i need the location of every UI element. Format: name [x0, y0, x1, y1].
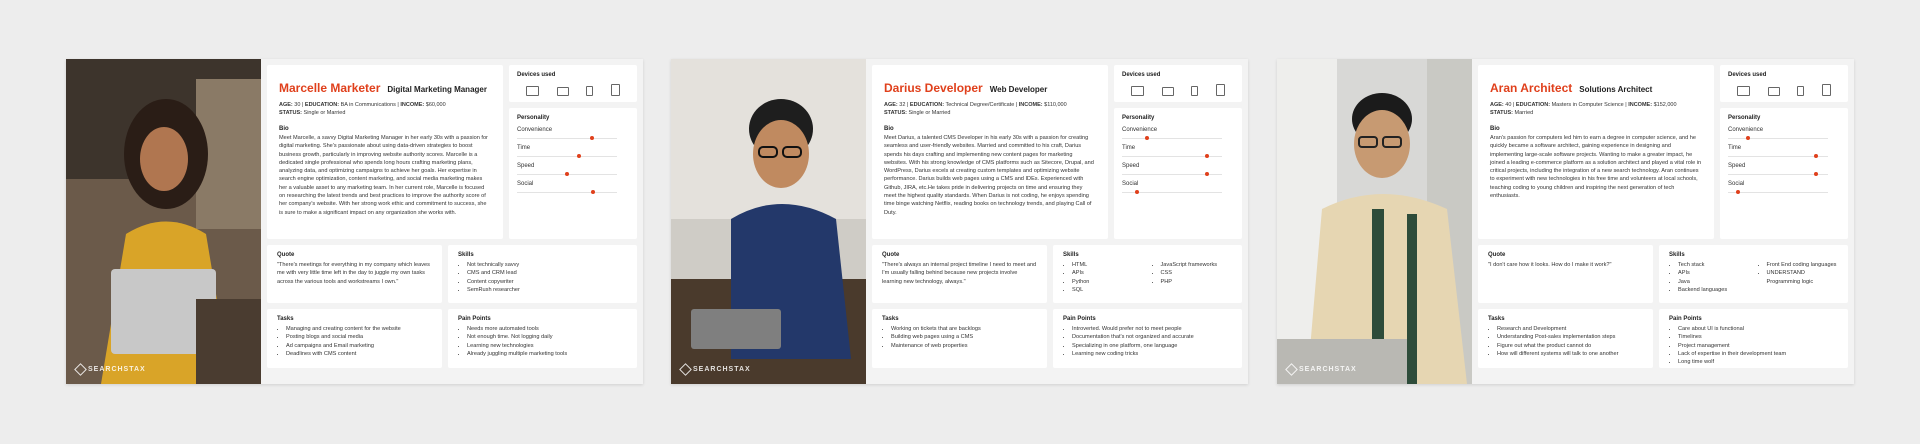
quote-text: "There's meetings for everything in my company which leaves me with very little time left in the day to juggle my own tasks across the various tools and workstreams I own." — [277, 262, 430, 285]
status-value: Single or Married — [908, 110, 951, 116]
trait-label: Speed — [1728, 163, 1746, 169]
skills-list — [1669, 261, 1750, 294]
trait-speed — [1728, 163, 1840, 175]
persona-photo — [671, 59, 866, 384]
logo-mark-icon — [1285, 363, 1298, 376]
tasks-card — [267, 309, 442, 368]
skill-item: • CMS and CRM lead — [467, 269, 627, 277]
trait-slider-track — [1728, 174, 1828, 175]
desktop-icon — [1737, 86, 1750, 96]
skill-item: • Java — [1678, 278, 1750, 286]
devices-title: Devices used — [517, 72, 556, 78]
trait-label: Social — [517, 181, 534, 187]
trait-slider-track — [1122, 138, 1222, 139]
persona-role: Web Developer — [989, 85, 1048, 94]
devices-card — [1114, 65, 1242, 102]
phone-icon — [586, 86, 593, 96]
income-value: $110,000 — [1044, 102, 1067, 108]
bio-title: Bio — [1490, 126, 1500, 132]
trait-slider-dot — [1814, 154, 1818, 158]
pain-point-item: • Lack of expertise in their development team — [1678, 350, 1838, 358]
skill-item: • Content copywriter — [467, 278, 627, 286]
tasks-card — [1478, 309, 1653, 368]
profile-card — [267, 65, 503, 239]
persona-card — [66, 59, 643, 384]
quote-card — [872, 245, 1047, 303]
task-item: • Posting blogs and social media — [286, 333, 432, 341]
bio-text: Meet Darius, a talented CMS Developer in his early 30s with a passion for creating seamless and user-friendly websites. Married and committed to his craft, Darius spends his days crafting and implementing new content pages for marketing websites. With his strong knowledge of CMS platforms such as Sitecore, Drupal, and WordPress, Darius excels at creating custom templates and optimizing website performance. Darius builds web pages using a CMS and IDEs. Experienced with Github, JIRA, etc.He takes pride in delivering projects on time and ensuring they meet the highest quality standards. When Darius is not coding, he enjoys spending time binge watching Netflix, reading books on technology trends, and playing Call of Duty. — [884, 135, 1094, 216]
skill-item: • APIs — [1072, 269, 1144, 277]
trait-label: Time — [1728, 145, 1742, 151]
trait-label: Convenience — [517, 127, 553, 133]
quote-title: Quote — [277, 252, 295, 258]
trait-slider-dot — [1736, 190, 1740, 194]
desktop-icon — [526, 86, 539, 96]
personality-title: Personality — [1122, 115, 1155, 121]
trait-label: Time — [1122, 145, 1136, 151]
logo-mark-icon — [679, 363, 692, 376]
phone-icon — [1191, 86, 1198, 96]
task-item: • Research and Development — [1497, 325, 1643, 333]
trait-slider-track — [517, 174, 617, 175]
bio-text: Aran's passion for computers led him to earn a degree in computer science, and he quickly became a software architect, gaining experience in designing and implementing large-scale software projects. Wanting to make a greater impact, he joined a leading e-commerce platform as a solution architect and played a vital role in critical projects, including the integration of a new search technology. Aran continues to experiment with new technologies in his free time and volunteers at local schools, teaching coding to young children and inspiring the next generation of tech enthusiasts. — [1490, 135, 1702, 200]
trait-slider-track — [1122, 192, 1222, 193]
tasks-card — [872, 309, 1047, 368]
skill-item: • SemRush researcher — [467, 286, 627, 294]
tasks-list — [277, 325, 432, 358]
quote-text: "There's always an internal project timeline I need to meet and I'm usually falling behind because new projects involve learning new technology, always." — [882, 262, 1037, 285]
pain-points-title: Pain Points — [1669, 316, 1702, 322]
quote-title: Quote — [882, 252, 900, 258]
skill-item: • JavaScript frameworks — [1161, 261, 1233, 269]
pain-point-item: • Specializing in one platform, one language — [1072, 342, 1232, 350]
trait-slider-track — [1728, 192, 1828, 193]
pain-point-item: • Introverted. Would prefer not to meet people — [1072, 325, 1232, 333]
pain-points-list — [1063, 325, 1232, 358]
pain-points-card — [1053, 309, 1242, 368]
pain-point-item: • Not enough time. Not logging daily — [467, 333, 627, 341]
status-value: Single or Married — [303, 110, 346, 116]
persona-photo — [1277, 59, 1472, 384]
trait-label: Social — [1728, 181, 1745, 187]
status-label: STATUS: — [1490, 110, 1514, 116]
trait-social — [1122, 181, 1234, 193]
logo-text: SEARCHSTAX — [88, 366, 146, 373]
task-item: • Figure out what the product cannot do — [1497, 342, 1643, 350]
trait-social — [517, 181, 629, 193]
trait-slider-track — [1728, 138, 1828, 139]
meta-line-1: AGE: 40 | EDUCATION: Masters in Computer Science | INCOME: $152,000 — [1490, 102, 1677, 108]
skill-item: • HTML — [1072, 261, 1144, 269]
skills-title: Skills — [1669, 252, 1685, 258]
income-label: INCOME: — [1628, 102, 1653, 108]
skills-card — [448, 245, 637, 303]
company-logo — [76, 365, 146, 374]
meta-line-1: AGE: 32 | EDUCATION: Technical Degree/Certificate | INCOME: $110,000 — [884, 102, 1067, 108]
bio-title: Bio — [884, 126, 894, 132]
trait-time — [1122, 145, 1234, 157]
skills-title: Skills — [458, 252, 474, 258]
trait-slider-dot — [1145, 136, 1149, 140]
income-label: INCOME: — [1018, 102, 1043, 108]
devices-title: Devices used — [1122, 72, 1161, 78]
pain-point-item: • Documentation that's not organized and accurate — [1072, 333, 1232, 341]
tasks-title: Tasks — [1488, 316, 1505, 322]
age-value: 40 — [1505, 102, 1512, 108]
skill-item: • APIs — [1678, 269, 1750, 277]
trait-label: Speed — [1122, 163, 1140, 169]
profile-card — [872, 65, 1108, 239]
skills-columns — [1063, 258, 1232, 294]
skills-columns — [458, 258, 627, 294]
skills-columns — [1669, 258, 1838, 294]
task-item: • Understanding Post-sales implementation steps — [1497, 333, 1643, 341]
persona-photo — [66, 59, 261, 384]
pain-points-title: Pain Points — [458, 316, 491, 322]
persona-meta — [884, 101, 1096, 117]
skill-item: • SQL — [1072, 286, 1144, 294]
status-label: STATUS: — [279, 110, 303, 116]
name-line — [884, 81, 1096, 95]
trait-label: Convenience — [1728, 127, 1764, 133]
meta-line-2 — [1490, 109, 1702, 117]
logo-mark-icon — [74, 363, 87, 376]
tasks-list — [1488, 325, 1643, 358]
bio-text: Meet Marcelle, a savvy Digital Marketing Manager in her early 30s with a passion for digital marketing. She's passionate about using data-driven strategies to boost business growth, particularly in improving website authority scores. Marcelle is a dedicated single professional who spends long hours crafting marketing plans, analyzing data, and optimizing campaigns to achieve her goals. Her expertise in search engine optimization, content marketing, and social media marketing makes her a valuable asset to any marketing team. In her current role, Marcelle is focused on researching the latest trends and best practices to improve the authority score of her company's website. With her strong work ethic and commitment to success, she is sure to make a significant impact on any organization she works with. — [279, 135, 488, 216]
trait-speed — [1122, 163, 1234, 175]
tasks-title: Tasks — [277, 316, 294, 322]
skills-list — [458, 261, 627, 294]
devices-title: Devices used — [1728, 72, 1767, 78]
pain-point-item: • Long time wolf — [1678, 358, 1838, 366]
skill-item: • CSS — [1161, 269, 1233, 277]
task-item: • Managing and creating content for the website — [286, 325, 432, 333]
trait-label: Convenience — [1122, 127, 1158, 133]
name-line — [279, 81, 491, 95]
personality-title: Personality — [1728, 115, 1761, 121]
tablet-icon — [611, 84, 620, 96]
pain-points-list — [1669, 325, 1838, 366]
pain-point-item: • Care about UI is functional — [1678, 325, 1838, 333]
persona-role: Solutions Architect — [1579, 85, 1653, 94]
tasks-list — [882, 325, 1037, 350]
age-label: AGE: — [884, 102, 898, 108]
personality-card — [509, 108, 637, 239]
logo-text: SEARCHSTAX — [1299, 366, 1357, 373]
pain-point-item: • Learning new technologies — [467, 342, 627, 350]
trait-slider-dot — [1746, 136, 1750, 140]
skills-list — [1063, 261, 1144, 294]
persona-meta — [279, 101, 491, 117]
pain-point-item: • Learning new coding tricks — [1072, 350, 1232, 358]
skill-item: • PHP — [1161, 278, 1233, 286]
skill-item: • UNDERSTAND Programming logic — [1767, 269, 1839, 286]
skills-card — [1053, 245, 1242, 303]
trait-slider-track — [517, 156, 617, 157]
task-item: • Maintenance of web properties — [891, 342, 1037, 350]
trait-slider-track — [1122, 156, 1222, 157]
trait-label: Social — [1122, 181, 1139, 187]
meta-line-1: AGE: 30 | EDUCATION: BA in Communications | INCOME: $60,000 — [279, 102, 446, 108]
trait-slider-track — [1728, 156, 1828, 157]
laptop-icon — [1162, 87, 1174, 96]
persona-name: Marcelle Marketer — [279, 81, 381, 95]
bio-title: Bio — [279, 126, 289, 132]
age-value: 32 — [899, 102, 906, 108]
quote-title: Quote — [1488, 252, 1506, 258]
education-value: Masters in Computer Science — [1551, 102, 1624, 108]
desktop-icon — [1131, 86, 1144, 96]
pain-point-item: • Project management — [1678, 342, 1838, 350]
trait-label: Speed — [517, 163, 535, 169]
trait-slider-dot — [577, 154, 581, 158]
skill-item: • Python — [1072, 278, 1144, 286]
trait-label: Time — [517, 145, 531, 151]
trait-time — [517, 145, 629, 157]
trait-slider-dot — [1205, 172, 1209, 176]
income-label: INCOME: — [400, 102, 425, 108]
education-value: BA in Communications — [340, 102, 396, 108]
persona-name: Aran Architect — [1490, 81, 1573, 95]
trait-slider-track — [517, 138, 617, 139]
tasks-title: Tasks — [882, 316, 899, 322]
meta-line-2 — [279, 109, 491, 117]
personality-card — [1720, 108, 1848, 239]
devices-card — [509, 65, 637, 102]
devices-row — [517, 84, 629, 96]
trait-convenience — [1728, 127, 1840, 139]
task-item: • Working on tickets that are backlogs — [891, 325, 1037, 333]
laptop-icon — [1768, 87, 1780, 96]
education-value: Technical Degree/Certificate — [945, 102, 1015, 108]
task-item: • Building web pages using a CMS — [891, 333, 1037, 341]
status-label: STATUS: — [884, 110, 908, 116]
pain-points-list — [458, 325, 627, 358]
age-label: AGE: — [279, 102, 293, 108]
task-item: • How will different systems will talk to one another — [1497, 350, 1643, 358]
education-label: EDUCATION: — [1515, 102, 1551, 108]
income-value: $152,000 — [1653, 102, 1677, 108]
status-value: Married — [1514, 110, 1534, 116]
meta-line-2 — [884, 109, 1096, 117]
skill-item: • Not technically savvy — [467, 261, 627, 269]
persona-role: Digital Marketing Manager — [387, 85, 487, 94]
age-label: AGE: — [1490, 102, 1504, 108]
skills-list — [1152, 261, 1233, 294]
personality-card — [1114, 108, 1242, 239]
trait-slider-track — [1122, 174, 1222, 175]
devices-row — [1728, 84, 1840, 96]
pain-point-item: • Needs more automated tools — [467, 325, 627, 333]
task-item: • Ad campaigns and Email marketing — [286, 342, 432, 350]
trait-convenience — [1122, 127, 1234, 139]
skill-item: • Backend languages — [1678, 286, 1750, 294]
persona-name: Darius Developer — [884, 81, 983, 95]
trait-time — [1728, 145, 1840, 157]
devices-row — [1122, 84, 1234, 96]
trait-slider-dot — [1814, 172, 1818, 176]
pain-points-card — [448, 309, 637, 368]
persona-card — [671, 59, 1248, 384]
pain-points-title: Pain Points — [1063, 316, 1096, 322]
profile-card — [1478, 65, 1714, 239]
laptop-icon — [557, 87, 569, 96]
trait-convenience — [517, 127, 629, 139]
skills-card — [1659, 245, 1848, 303]
trait-speed — [517, 163, 629, 175]
skills-list — [1758, 261, 1839, 294]
age-value: 30 — [294, 102, 301, 108]
education-label: EDUCATION: — [304, 102, 340, 108]
skills-title: Skills — [1063, 252, 1079, 258]
company-logo — [681, 365, 751, 374]
pain-point-item: • Timelines — [1678, 333, 1838, 341]
quote-card — [267, 245, 442, 303]
quote-card — [1478, 245, 1653, 303]
trait-slider-dot — [565, 172, 569, 176]
task-item: • Deadlines with CMS content — [286, 350, 432, 358]
trait-slider-dot — [1205, 154, 1209, 158]
name-line — [1490, 81, 1702, 95]
income-value: $60,000 — [425, 102, 446, 108]
company-logo — [1287, 365, 1357, 374]
trait-slider-dot — [591, 190, 595, 194]
tablet-icon — [1822, 84, 1831, 96]
education-label: EDUCATION: — [909, 102, 945, 108]
trait-social — [1728, 181, 1840, 193]
skill-item: • Front End coding languages — [1767, 261, 1839, 269]
pain-points-card — [1659, 309, 1848, 368]
tablet-icon — [1216, 84, 1225, 96]
phone-icon — [1797, 86, 1804, 96]
quote-text: "I don't care how it looks. How do I make it work?" — [1488, 262, 1612, 268]
devices-card — [1720, 65, 1848, 102]
trait-slider-dot — [590, 136, 594, 140]
logo-text: SEARCHSTAX — [693, 366, 751, 373]
trait-slider-track — [517, 192, 617, 193]
persona-card — [1277, 59, 1854, 384]
pain-point-item: • Already juggling multiple marketing tools — [467, 350, 627, 358]
trait-slider-dot — [1135, 190, 1139, 194]
personality-title: Personality — [517, 115, 550, 121]
persona-meta — [1490, 101, 1702, 117]
skill-item: • Tech stack — [1678, 261, 1750, 269]
